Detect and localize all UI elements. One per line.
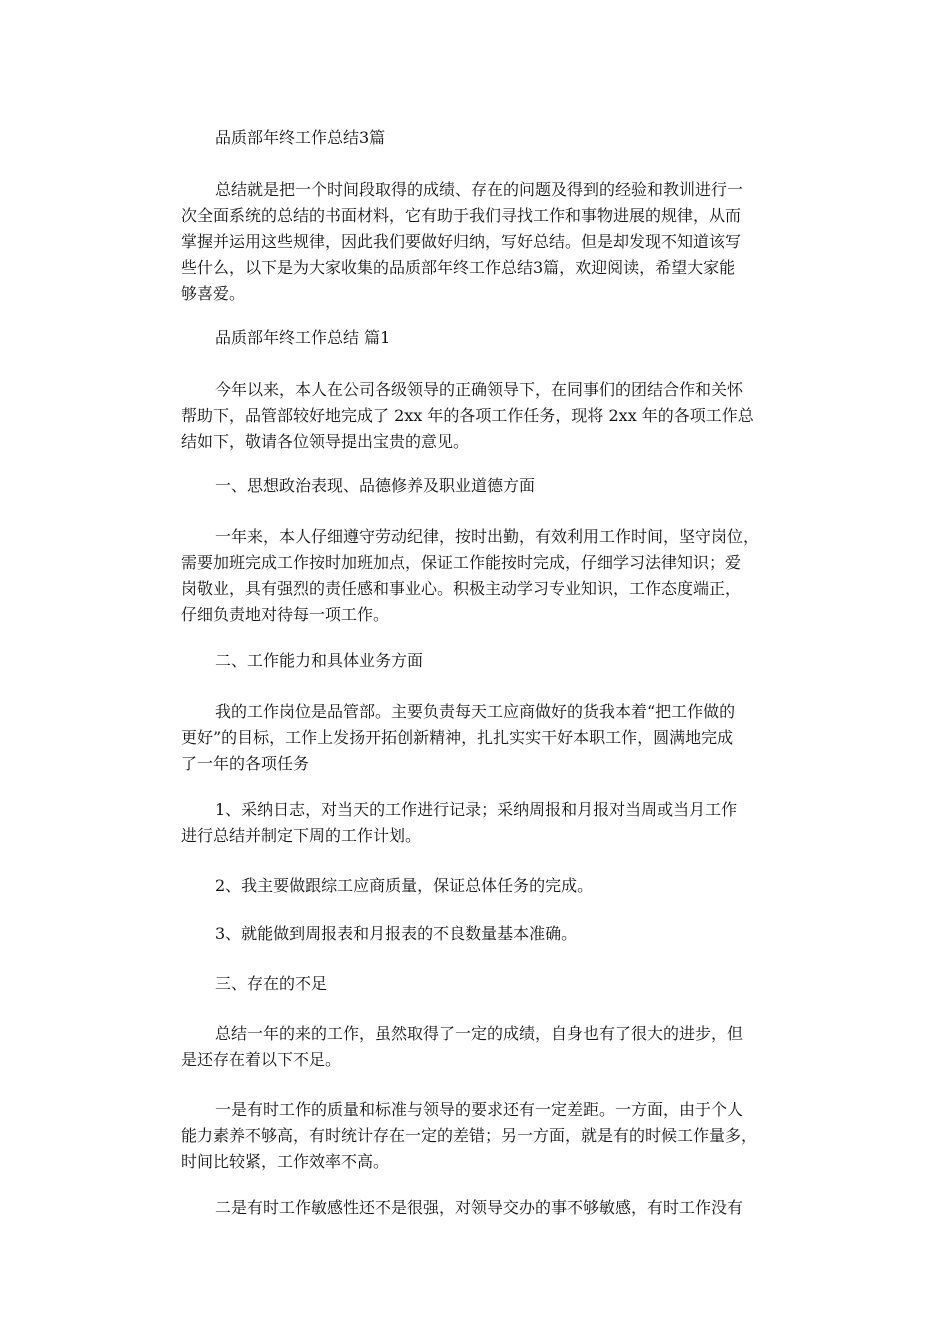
section-heading: 三、存在的不足 (215, 974, 328, 993)
paragraph-line: 是还存在着以下不足。 (181, 1050, 342, 1069)
list-item: 2、我主要做跟综工应商质量，保证总体任务的完成。 (215, 876, 594, 895)
paragraph-line: 结如下，敬请各位领导提出宝贵的意见。 (181, 432, 470, 451)
section-heading: 二、工作能力和具体业务方面 (215, 651, 424, 670)
paragraph-line: 总结一年的来的工作，虽然取得了一定的成绩，自身也有了很大的进步，但 (215, 1024, 744, 1043)
intro-line: 掌握并运用这些规律，因此我们要做好归纳，写好总结。但是却发现不知道该写 (181, 232, 742, 251)
intro-line: 些什么，以下是为大家收集的品质部年终工作总结3篇，欢迎阅读，希望大家能 (181, 258, 736, 277)
paragraph-line: 更好”的目标，工作上发扬开拓创新精神，扎扎实实干好本职工作，圆满地完成 (181, 728, 734, 747)
paragraph-line: 一是有时工作的质量和标准与领导的要求还有一定差距。一方面，由于个人 (215, 1100, 744, 1119)
list-item: 进行总结并制定下周的工作计划。 (181, 826, 422, 845)
paragraph-line: 仔细负责地对待每一项工作。 (181, 605, 390, 624)
paragraph-line: 能力素养不够高，有时统计存在一定的差错；另一方面，就是有的时候工作量多， (181, 1126, 758, 1145)
paragraph-line: 时间比较紧，工作效率不高。 (181, 1152, 390, 1171)
paragraph-line: 了一年的各项任务 (181, 754, 310, 773)
paragraph-line: 帮助下，品管部较好地完成了 2xx 年的各项工作任务，现将 2xx 年的各项工作总 (181, 406, 754, 425)
paragraph-line: 二是有时工作敏感性还不是很强，对领导交办的事不够敏感，有时工作没有 (215, 1198, 744, 1217)
intro-line: 够喜爱。 (181, 284, 246, 303)
document-title: 品质部年终工作总结3篇 (215, 128, 386, 147)
paragraph-line: 我的工作岗位是品管部。主要负责每天工应商做好的货我本着“把工作做的 (215, 702, 736, 721)
intro-line: 总结就是把一个时间段取得的成绩、存在的问题及得到的经验和教训进行一 (215, 180, 744, 199)
paragraph-line: 需要加班完成工作按时加班加点，保证工作能按时完成，仔细学习法律知识；爱 (181, 553, 742, 572)
section-heading: 一、思想政治表现、品德修养及职业道德方面 (215, 476, 536, 495)
intro-line: 次全面系统的总结的书面材料，它有助于我们寻找工作和事物进展的规律，从而 (181, 206, 742, 225)
paragraph-line: 今年以来，本人在公司各级领导的正确领导下，在同事们的团结合作和关怀 (215, 380, 744, 399)
list-item: 1、采纳日志，对当天的工作进行记录；采纳周报和月报对当周或当月工作 (215, 800, 738, 819)
paragraph-line: 岗敬业，具有强烈的责任感和事业心。积极主动学习专业知识，工作态度端正， (181, 579, 742, 598)
list-item: 3、就能做到周报表和月报表的不良数量基本准确。 (215, 924, 578, 943)
part-heading: 品质部年终工作总结 篇1 (215, 328, 391, 347)
paragraph-line: 一年来，本人仔细遵守劳动纪律，按时出勤，有效利用工作时间，坚守岗位， (215, 527, 760, 546)
